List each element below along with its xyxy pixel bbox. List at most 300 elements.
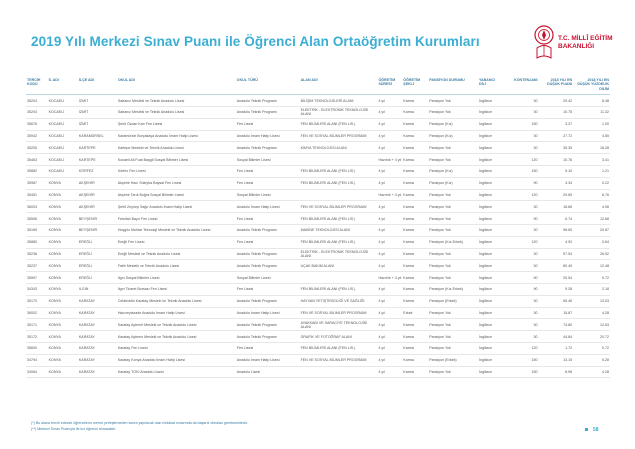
table-row (26, 331, 610, 343)
table-cell: KONYA (48, 354, 78, 366)
table-cell: KOCAELİ (48, 154, 78, 166)
table-cell: Akşehir Hacı Süleyha Baysal Fen Lisesi (117, 177, 236, 189)
table-cell: KONYA (48, 319, 78, 331)
table-cell: İngilizce (478, 295, 502, 307)
table-cell: 44.84 (539, 331, 574, 343)
table-cell: KONYA (48, 283, 78, 295)
table-cell: KOCAELİ (48, 95, 78, 107)
table-cell: KARTEPE (78, 142, 117, 154)
table-cell: 4 yıl (377, 295, 402, 307)
table-cell: 20.87 (573, 224, 610, 236)
table-cell: Pansiyon Yok (428, 248, 478, 260)
table-row (26, 248, 610, 260)
table-cell: 4 yıl (377, 248, 402, 260)
table-cell: Fatih Mesleki ve Teknik Anadolu Lisesi (117, 260, 236, 272)
table-cell: 4.28 (573, 307, 610, 319)
table-cell: İngilizce (478, 366, 502, 378)
table-cell: 20.72 (573, 331, 610, 343)
table-cell: AKŞEHİR (78, 177, 117, 189)
table-cell: Karma (402, 295, 428, 307)
table-cell: KONYA (48, 260, 78, 272)
table-cell: İngilizce (478, 130, 502, 142)
table-cell: 35942 (26, 130, 48, 142)
table-cell: İngilizce (478, 142, 502, 154)
table-row (26, 366, 610, 378)
table-cell: Karatay Aytemir Mesleki ve Teknik Anadolu Lisesi (117, 319, 236, 331)
table-cell: 90 (502, 272, 539, 284)
table-cell: 150 (502, 118, 539, 130)
table-cell: Anadolu Teknik Programı (236, 260, 300, 272)
table-cell: 30 (502, 107, 539, 119)
table-cell: Karatay Konya Anadolu İmam Hatip Lisesi (117, 354, 236, 366)
table-cell: Fen Lisesi (236, 118, 300, 130)
table-cell: AKŞEHİR (78, 201, 117, 213)
table-cell: KOCAELİ (48, 142, 78, 154)
table-cell: Karma (402, 107, 428, 119)
table-body (26, 95, 610, 378)
table-cell: 35204 (26, 95, 48, 107)
table-row (26, 107, 610, 119)
table-cell: Karma (402, 331, 428, 343)
column-header: OKUL ADI (117, 77, 236, 95)
table-cell: 1.72 (539, 342, 574, 354)
table-cell: Celaleddin Karatay Mesleki ve Teknik Anadolu Lisesi (117, 295, 236, 307)
table-cell: Pansiyon (Kız) (428, 166, 478, 178)
schools-table (26, 77, 610, 378)
column-header: ALAN ADI (300, 77, 378, 95)
table-row (26, 354, 610, 366)
table-cell: Pansiyon (Kız-Erkek) (428, 236, 478, 248)
table-cell: EREĞLİ (78, 236, 117, 248)
table-cell: 5.28 (573, 354, 610, 366)
table-row (26, 177, 610, 189)
table-cell: KONYA (48, 307, 78, 319)
table-cell: Ereğli Mesleki ve Teknik Anadolu Lisesi (117, 248, 236, 260)
table-cell: Anadolu Teknik Programı (236, 331, 300, 343)
table-cell: FEN VE SOSYAL BİLİMLER PROGRAMI (300, 130, 378, 142)
table-cell: Pansiyon (Kız) (428, 177, 478, 189)
table-cell: 30 (502, 248, 539, 260)
table-cell: İngilizce (478, 95, 502, 107)
table-cell: FEN BİLİMLERİ ALANI (FEN LİS.) (300, 342, 378, 354)
table-cell: Sosyal Bilimler Lisesi (236, 154, 300, 166)
table-row (26, 342, 610, 354)
column-header: TERCİH KODU (26, 77, 48, 95)
table-cell: Körfez Fen Lisesi (117, 166, 236, 178)
table-cell: MAKİNE TEKNOLOJİSİ ALANI (300, 224, 378, 236)
table-cell: Pansiyon (Erkek) (428, 295, 478, 307)
table-cell: KONYA (48, 272, 78, 284)
table-cell: İngilizce (478, 342, 502, 354)
table-cell: İZMİT (78, 95, 117, 107)
table-cell: HAYVAN YETİŞTİRİCİLİĞİ VE SAĞLIĞI (300, 295, 378, 307)
column-header: YABANCI DİLİ (478, 77, 502, 95)
table-cell: 120 (502, 236, 539, 248)
table-cell: 4 yıl (377, 95, 402, 107)
table-cell: 35451 (26, 189, 48, 201)
table-cell: Anadolu İmam Hatip Lisesi (236, 201, 300, 213)
table-cell: Kocaeli Ali Fuat Başgil Sosyal Bilimler Lisesi (117, 154, 236, 166)
table-cell: KONYA (48, 224, 78, 236)
table-cell: EREĞLİ (78, 260, 117, 272)
table-cell (300, 272, 378, 284)
table-cell: 90 (502, 213, 539, 225)
table-cell: Karma (402, 142, 428, 154)
column-header: İLÇE ADI (78, 77, 117, 95)
table-row (26, 154, 610, 166)
table-cell: Karma (402, 213, 428, 225)
table-row (26, 189, 610, 201)
table-cell: 4.34 (539, 177, 574, 189)
table-cell (300, 366, 378, 378)
table-cell: Anadolu Teknik Programı (236, 107, 300, 119)
table-cell: Karamürsel Borçakaya Anadolu İmam Hatip Lisesi (117, 130, 236, 142)
table-cell: 30 (502, 319, 539, 331)
table-cell: İngilizce (478, 331, 502, 343)
table-cell: Anadolu Teknik Programı (236, 319, 300, 331)
table-row (26, 272, 610, 284)
table-cell: İngilizce (478, 201, 502, 213)
table-cell: Pansiyon Yok (428, 189, 478, 201)
table-cell: 35205 (26, 142, 48, 154)
footnote-1: (*) Bu alana tercih edecek öğrencilerin mermi yerleştirmeden sonra yapılacak olan mülakat sınavında da başarılı olmaları gerekmektedir. (31, 421, 248, 425)
table-row (26, 166, 610, 178)
table-cell: 98.60 (539, 224, 574, 236)
table-cell: 4.28 (573, 366, 610, 378)
page-marker-square (585, 428, 588, 431)
table-cell: Anadolu Teknik Programı (236, 142, 300, 154)
table-cell: 30 (502, 295, 539, 307)
table-cell: Anadolu Teknik Programı (236, 248, 300, 260)
table-cell: KARATAY (78, 319, 117, 331)
table-cell: Hoşgöz Muhtar Teknoloji Mesleki ve Teknik Anadolu Lisesi (117, 224, 236, 236)
table-cell: Karma (402, 260, 428, 272)
table-cell: 4 yıl (377, 224, 402, 236)
table-cell: FEN BİLİMLERİ ALANI (FEN LİS.) (300, 213, 378, 225)
table-cell: Karma (402, 283, 428, 295)
table-cell: 8.76 (573, 189, 610, 201)
table-cell: Ilgın Ticaret Borsası Fen Lisesi (117, 283, 236, 295)
table-cell: 30 (502, 260, 539, 272)
column-header: 2018 YILI EN DÜŞÜK YÜZDELİK DİLİM (573, 77, 610, 95)
table-cell: KİMYA TEKNOLOJİSİ ALANI (300, 142, 378, 154)
table-cell: İngilizce (478, 166, 502, 178)
table-cell: 34794 (26, 354, 48, 366)
table-cell: 35171 (26, 319, 48, 331)
table-cell: 8.96 (539, 366, 574, 378)
table-cell: AYAKKABI VE SARACİYE TEKNOLOJİSİ ALANI (300, 319, 378, 331)
table-cell: 120 (502, 189, 539, 201)
table-cell: İngilizce (478, 107, 502, 119)
table-cell: KOCAELİ (48, 107, 78, 119)
table-cell: 34343 (26, 283, 48, 295)
footnotes (31, 420, 248, 432)
table-row (26, 224, 610, 236)
table-cell: EREĞLİ (78, 248, 117, 260)
table-cell: Karma (402, 236, 428, 248)
table-cell: İngilizce (478, 177, 502, 189)
table-cell: Karma (402, 177, 428, 189)
table-cell: 4 yıl (377, 331, 402, 343)
table-cell: 13.15 (539, 354, 574, 366)
table-cell: 35882 (26, 166, 48, 178)
footnote-2: (**) Merkezi Sınav Puanıyla ile kız öğrenci alınacaktır. (31, 427, 117, 431)
table-cell: 150 (502, 354, 539, 366)
table-cell: Sosyal Bilimler Lisesi (236, 272, 300, 284)
table-cell: 10.76 (539, 154, 574, 166)
table-cell: Hazırlık + 4 yıl (377, 154, 402, 166)
table-cell: 0.22 (573, 177, 610, 189)
table-cell: Pansiyon (Erkek) (428, 354, 478, 366)
table-cell: KONYA (48, 331, 78, 343)
table-cell: 35204 (26, 107, 48, 119)
table-cell: KONYA (48, 213, 78, 225)
table-cell: 5.72 (573, 272, 610, 284)
table-cell: 29.69 (539, 189, 574, 201)
table-cell: Pansiyon Yok (428, 142, 478, 154)
table-cell: İngilizce (478, 354, 502, 366)
table-cell: Anadolu Teknik Programı (236, 224, 300, 236)
table-cell: 6.74 (539, 213, 574, 225)
table-cell: KARAMÜRSEL (78, 130, 117, 142)
table-cell: İngilizce (478, 248, 502, 260)
table-cell: FEN VE SOSYAL BİLİMLER PROGRAMI (300, 354, 378, 366)
table-cell: Anadolu Lisesi (236, 366, 300, 378)
table-cell: 8.48 (573, 95, 610, 107)
table-cell: 4 yıl (377, 307, 402, 319)
table-cell: 12.63 (573, 319, 610, 331)
table-cell: Ereğli Fen Lisesi (117, 236, 236, 248)
table-cell: 4.92 (539, 236, 574, 248)
table-cell: 30 (502, 307, 539, 319)
table-cell: KONYA (48, 248, 78, 260)
page-number: 58 (593, 427, 599, 433)
table-cell: Pansiyon Yok (428, 366, 478, 378)
table-cell: BEYŞEHİR (78, 213, 117, 225)
table-cell: 30 (502, 201, 539, 213)
table-row (26, 283, 610, 295)
table-cell: Fen Lisesi (236, 283, 300, 295)
table-cell: Sabancı Mesleki ve Teknik Anadolu Lisesi (117, 95, 236, 107)
table-cell: Şehit Özcan Kan Fen Lisesi (117, 118, 236, 130)
table-cell: 36002 (26, 307, 48, 319)
table-cell: 35170 (26, 295, 48, 307)
table-cell: 150 (502, 366, 539, 378)
table-cell: 26.52 (573, 248, 610, 260)
table-cell: 9.28 (539, 283, 574, 295)
table-cell: Fetullah Bayır Fen Lisesi (117, 213, 236, 225)
table-cell: 13.53 (573, 295, 610, 307)
table-cell: Karma (402, 248, 428, 260)
table-cell: 35237 (26, 260, 48, 272)
table-cell: 29.42 (539, 95, 574, 107)
table-cell: 2.18 (573, 283, 610, 295)
table-row (26, 95, 610, 107)
table-cell: 57.54 (539, 248, 574, 260)
table-cell: Sosyal Bilimler Lisesi (236, 189, 300, 201)
table-cell: KOCAELİ (48, 118, 78, 130)
table-cell: Hacıveyiszade Anadolu İmam Hatip Lisesi (117, 307, 236, 319)
table-row (26, 307, 610, 319)
column-header: OKUL TÜRÜ (236, 77, 300, 95)
table-cell: KONYA (48, 366, 78, 378)
table-cell: 4 yıl (377, 236, 402, 248)
table-cell: 80.49 (539, 260, 574, 272)
page-title: 2019 Yılı Merkezi Sınav Puanı ile Öğrenci Alan Ortaöğretim Kurumları (31, 34, 480, 49)
table-cell: Karma (402, 272, 428, 284)
table-cell: 5.10 (539, 166, 574, 178)
table-cell: ILGIN (78, 283, 117, 295)
table-cell: İngilizce (478, 319, 502, 331)
table-cell: FEN BİLİMLERİ ALANI (FEN LİS.) (300, 166, 378, 178)
table-cell: 4 yıl (377, 166, 402, 178)
table-cell: 35597 (26, 272, 48, 284)
column-header: ÖĞRETİM SÜRESİ (377, 77, 402, 95)
table-cell: Karatay Aytemir Mesleki ve Teknik Anadolu Lisesi (117, 331, 236, 343)
table-cell: 90 (502, 177, 539, 189)
table-cell: Karatay Fen Lisesi (117, 342, 236, 354)
table-cell: 15.87 (539, 307, 574, 319)
table-cell: Fen Lisesi (236, 213, 300, 225)
table-cell: Erkek (402, 307, 428, 319)
table-cell: 27.72 (539, 130, 574, 142)
table-cell: 34064 (26, 366, 48, 378)
table-cell: Pansiyon Yok (428, 331, 478, 343)
table-cell: Şehit Zeynep Sağır Anadolu İmam Hatip Lisesi (117, 201, 236, 213)
table-cell: ELEKTRİK - ELEKTRONİK TEKNOLOJİSİ ALANI (300, 107, 378, 119)
table-cell: Akşehir Tarık Buğra Sosyal Bilimler Lisesi (117, 189, 236, 201)
table-cell: İngilizce (478, 118, 502, 130)
table-cell: Fen Lisesi (236, 236, 300, 248)
table-cell: KONYA (48, 177, 78, 189)
table-row (26, 213, 610, 225)
table-cell: Pansiyon Yok (428, 154, 478, 166)
table-cell: 35169 (26, 224, 48, 236)
table-cell: FEN BİLİMLERİ ALANI (FEN LİS.) (300, 283, 378, 295)
table-cell: 35236 (26, 248, 48, 260)
table-cell: Pansiyon Yok (428, 307, 478, 319)
table-cell: Fen Lisesi (236, 342, 300, 354)
column-header: 2018 YILI EN DÜŞÜK PUANI (539, 77, 574, 95)
table-cell: 11.32 (573, 107, 610, 119)
table-cell: 16.28 (573, 142, 610, 154)
table-cell: Karma (402, 154, 428, 166)
column-header: İL ADI (48, 77, 78, 95)
logo-line-1: T.C. MİLLÎ EĞİTİM (558, 35, 613, 42)
table-cell: 35463 (26, 154, 48, 166)
table-cell: 4 yıl (377, 107, 402, 119)
table-cell: 120 (502, 342, 539, 354)
table-cell: Pansiyon Yok (428, 107, 478, 119)
table-row (26, 319, 610, 331)
column-header: ÖĞRETİM ŞEKLİ (402, 77, 428, 95)
table-cell: KONYA (48, 295, 78, 307)
table-cell: 4 yıl (377, 201, 402, 213)
table-cell: 3.41 (573, 154, 610, 166)
table-cell: BİLİŞİM TEKNOLOJİLERİ ALANI (300, 95, 378, 107)
table-row (26, 295, 610, 307)
table-row (26, 142, 610, 154)
table-cell: İngilizce (478, 189, 502, 201)
table-cell: 35600 (26, 342, 48, 354)
ministry-emblem-icon (533, 24, 555, 64)
table-cell: Pansiyon (Kız) (428, 118, 478, 130)
table-cell: 36003 (26, 201, 48, 213)
table-header-row (26, 77, 610, 95)
table-cell: Pansiyon Yok (428, 260, 478, 272)
logo-line-2: BAKANLIĞI (558, 43, 595, 50)
table-cell: 4 yıl (377, 118, 402, 130)
table-cell: 150 (502, 166, 539, 178)
table-cell: UÇAK BAKIM ALANI (300, 260, 378, 272)
table-cell: İngilizce (478, 213, 502, 225)
table-cell: Anadolu İmam Hatip Lisesi (236, 354, 300, 366)
table-cell: 20.54 (539, 272, 574, 284)
table-cell: 30 (502, 130, 539, 142)
table-cell: BEYŞEHİR (78, 224, 117, 236)
table-cell (300, 189, 378, 201)
table-row (26, 260, 610, 272)
table-cell: Ilgın Sosyal Bilimler Lisesi (117, 272, 236, 284)
table-cell: 12.68 (573, 213, 610, 225)
table-cell: 35676 (26, 118, 48, 130)
table-cell: 90 (502, 283, 539, 295)
table-cell: Pansiyon Yok (428, 272, 478, 284)
table-cell: Pansiyon (Kız) (428, 130, 478, 142)
table-cell: KOCAELİ (48, 130, 78, 142)
table-row (26, 130, 610, 142)
table-cell: 74.80 (539, 319, 574, 331)
table-cell: 30 (502, 224, 539, 236)
table-cell: 4 yıl (377, 283, 402, 295)
table-cell: 4 yıl (377, 142, 402, 154)
table-row (26, 236, 610, 248)
table-cell: İngilizce (478, 154, 502, 166)
table-cell: Pansiyon Yok (428, 213, 478, 225)
table-cell: Karma (402, 354, 428, 366)
table-cell: İngilizce (478, 283, 502, 295)
table-cell: Pansiyon Yok (428, 319, 478, 331)
table-cell: FEN VE SOSYAL BİLİMLER PROGRAMI (300, 201, 378, 213)
table-cell: Karma (402, 166, 428, 178)
table-cell: İngilizce (478, 272, 502, 284)
table-cell: 4 yıl (377, 354, 402, 366)
table-cell: Karma (402, 342, 428, 354)
table-cell: Karma (402, 189, 428, 201)
table-cell: Karma (402, 224, 428, 236)
table-cell (300, 154, 378, 166)
table-cell: FEN BİLİMLERİ ALANI (FEN LİS.) (300, 236, 378, 248)
table-cell: 30 (502, 142, 539, 154)
table-cell: Karatay TOKİ Anadolu Lisesi (117, 366, 236, 378)
table-cell: 1.00 (573, 118, 610, 130)
table-cell: 10.75 (539, 107, 574, 119)
table-cell: İngilizce (478, 224, 502, 236)
table-cell: KARATAY (78, 331, 117, 343)
table-cell: KONYA (48, 201, 78, 213)
table-cell: ELEKTRİK - ELEKTRONİK TEKNOLOJİSİ ALANI (300, 248, 378, 260)
table-cell: 4.06 (573, 201, 610, 213)
table-cell: 4 yıl (377, 342, 402, 354)
table-row (26, 201, 610, 213)
table-cell: İZMİT (78, 118, 117, 130)
table-cell: Fen Lisesi (236, 177, 300, 189)
table-cell: 0.64 (573, 236, 610, 248)
table-cell: 3.37 (539, 118, 574, 130)
table-cell: 30 (502, 331, 539, 343)
table-cell: Hazırlık + 4 yıl (377, 189, 402, 201)
table-cell: Anadolu İmam Hatip Lisesi (236, 130, 300, 142)
